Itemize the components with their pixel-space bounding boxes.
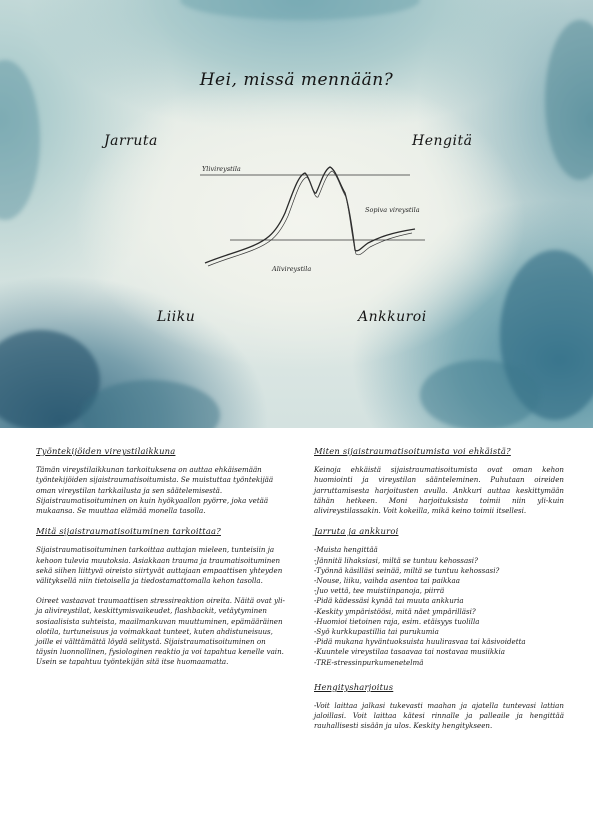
section-paragraph: -Voit laittaa jalkasi tukevasti maahan ja ajatella tuntevasi lattian jaloillasi. Voit laittaa kätesi rinnalle ja palleaile ja hengittää rauhallisesti sisään ja ulos. Keskity hengitykseen. bbox=[314, 701, 564, 731]
label-move: Liiku bbox=[157, 309, 196, 325]
list-item: -Huomioi tietoinen raja, esim. etäisyys tuolilla bbox=[314, 616, 480, 626]
section-heading: Työntekijöiden vireystilaikkuna bbox=[36, 446, 176, 456]
label-breathe: Hengitä bbox=[412, 133, 473, 149]
section-heading: Mitä sijaistraumatisoituminen tarkoittaa? bbox=[36, 526, 221, 537]
tips-list bbox=[314, 545, 564, 667]
list-item: -Syö kurkkupastillia tai purukumia bbox=[314, 627, 439, 637]
list-item: -TRE-stressinpurkumenetelmä bbox=[314, 657, 424, 667]
list-item: -Jännitä lihaksiasi, miltä se tuntuu kehossasi? bbox=[314, 555, 478, 565]
right-column bbox=[314, 446, 564, 742]
section-paragraph: Oireet vastaavat traumaattisen stressireaktion oireita. Näitä ovat yli-ja alivireystilat, keskittymisvaikeudet, flashbackit, vetäytyminen sosiaalisista suhteista, maailmankuvan muuttuminen, epämääräinen olotila, turtuneisuus ja voimakkaat tunteet, kuten ahdistuneisuus, joille ei välttämättä löydä selitystä. Sijaistraumatisoituminen on täysin luonnollinen, fysiologinen reaktio ja voi tapahtua kenelle vain. Usein se tapahtuu työntekijän sitä itse huomaamatta. bbox=[36, 596, 285, 667]
list-item: -Keskity ympäristöösi, mitä näet ympärilläsi? bbox=[314, 606, 476, 616]
arousal-window-graph bbox=[190, 155, 440, 285]
label-hypoarousal: Alivireystila bbox=[272, 265, 312, 273]
list-item: -Pidä mukana hyväntuoksuista huulirasvaa tai käsivoidetta bbox=[314, 637, 526, 647]
label-brake: Jarruta bbox=[104, 133, 158, 149]
list-item: -Kuuntele vireystilaa tasaavaa tai nostavaa musiikkia bbox=[314, 647, 505, 657]
label-hyperarousal: Ylivireystila bbox=[202, 165, 241, 173]
label-optimal-arousal: Sopiva vireystila bbox=[365, 206, 420, 214]
list-item: -Juo vettä, tee muistiinpanoja, piirrä bbox=[314, 586, 445, 596]
list-item: -Pidä kädessäsi kynää tai muuta ankkuria bbox=[314, 596, 464, 606]
watercolor-blot bbox=[420, 360, 540, 428]
section-paragraph: Keinoja ehkäistä sijaistraumatisoitumista ovat oman kehon huomiointi ja vireystilan säänteleminen. Puhutaan oireiden jarruttamisesta harjoitusten avulla. Ankkuri auttaa keskittymään tähän hetkeen. Moni harjoituksista toimii niin yli-kuin alivireystilassakin. Voit kokeilla, mikä keino toimii itsellesi. bbox=[314, 465, 564, 516]
watercolor-blot bbox=[180, 0, 420, 20]
section-paragraph: Tämän vireystilaikkunan tarkoituksena on auttaa ehkäisemään työntekijöiden sijaistraumatisoitumista. Se muistuttaa työntekijää oman vireystilan tarkkailusta ja sen säätelemisestä. Sijaistraumatisoituminen on kuin hyökyaallon pyörre, joka vetää mukaansa. Se muuttaa elämää monella tasolla. bbox=[36, 465, 274, 516]
left-column bbox=[36, 446, 286, 678]
section-heading: Miten sijaistraumatisoitumista voi ehkäistä? bbox=[314, 446, 511, 456]
list-item: -Nouse, liiku, vaihda asentoa tai paikkaa bbox=[314, 576, 461, 586]
section-heading: Jarruta ja ankkuroi bbox=[314, 526, 399, 537]
section-paragraph: Sijaistraumatisoituminen tarkoittaa auttajan mieleen, tunteisiin ja kehoon tulevia muutoksia. Asiakkaan trauma ja traumatisoituminen sekä siihen liittyvä oireisto siirtyvät auttajaan empaattisen yhteyden välityksellä niin tietoisella ja tiedostamattomalla kehon tasolla. bbox=[36, 545, 283, 586]
watercolor-blot bbox=[545, 20, 593, 180]
arousal-curve bbox=[205, 167, 415, 263]
watercolor-blot bbox=[80, 380, 220, 428]
list-item: -Työnnä käsilläsi seinää, miltä se tuntuu kehossasi? bbox=[314, 565, 500, 575]
label-anchor: Ankkuroi bbox=[358, 309, 427, 325]
section-heading: Hengitysharjoitus bbox=[314, 681, 394, 692]
page-title: Hei, missä mennään? bbox=[199, 70, 394, 90]
list-item: -Muista hengittää bbox=[314, 545, 378, 555]
